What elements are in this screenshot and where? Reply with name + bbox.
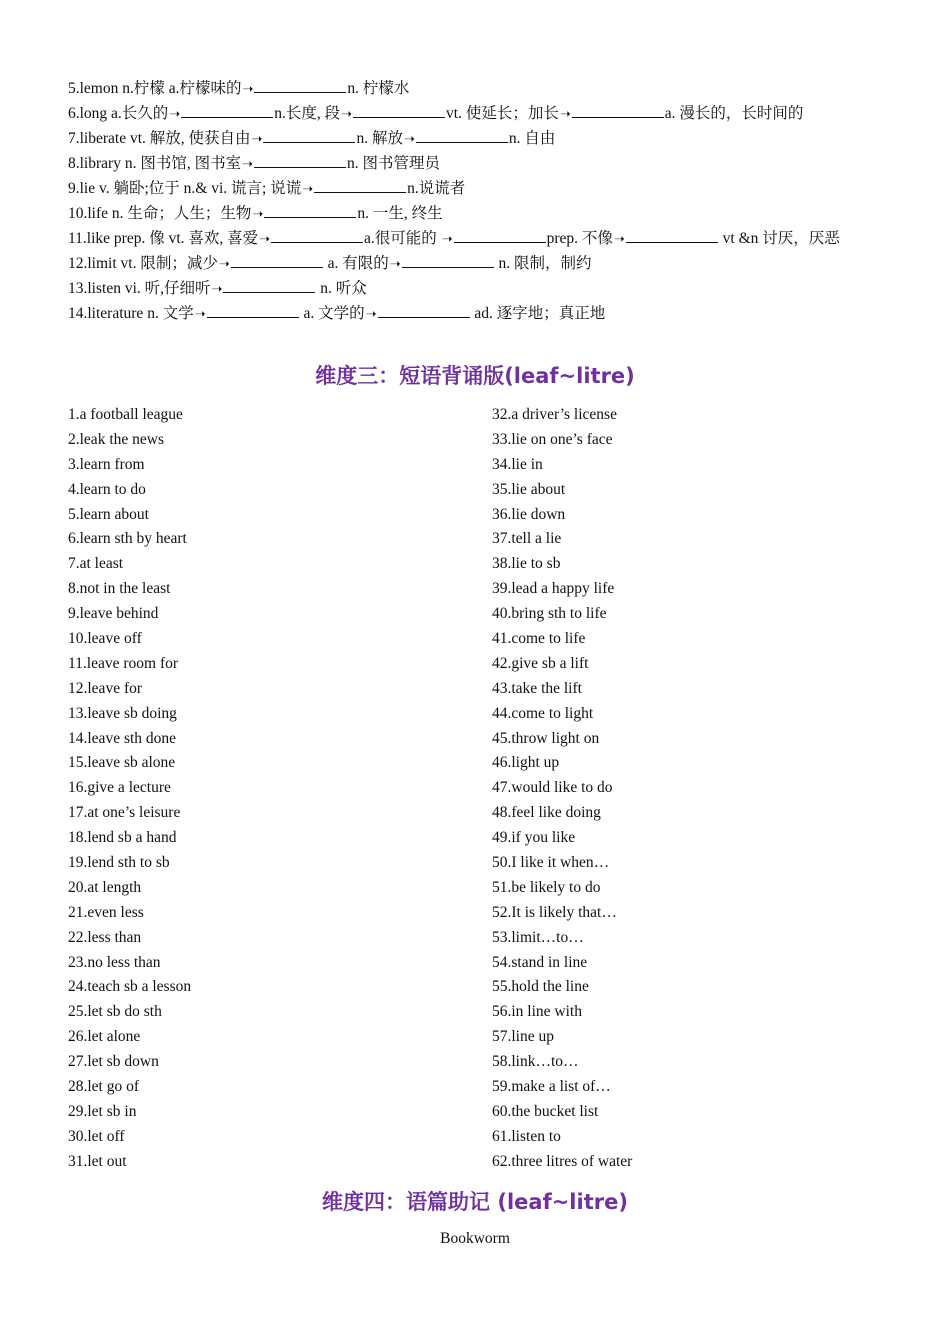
arrow-icon: ➝ — [218, 256, 230, 271]
arrow-icon: ➝ — [194, 306, 206, 321]
phrase-item: 1.a football league — [68, 406, 183, 423]
fill-in-blank[interactable] — [254, 78, 346, 93]
phrase-item: 18.lend sb a hand — [68, 829, 177, 847]
phrase-item: 19.lend sth to sb — [68, 854, 170, 872]
vocab-text: a. 文学的 — [299, 305, 365, 322]
phrase-item: 59.make a list of… — [492, 1078, 611, 1096]
phrase-item: 57.line up — [492, 1028, 554, 1046]
phrase-item: 4.learn to do — [68, 480, 146, 498]
phrase-item: 51.be likely to do — [492, 878, 601, 896]
phrase-item: 7.at least — [68, 555, 124, 573]
arrow-icon: ➝ — [169, 106, 181, 121]
fill-in-blank[interactable] — [378, 303, 470, 318]
vocab-line — [68, 201, 888, 226]
vocabulary-list — [68, 76, 888, 326]
vocab-text: n. 限制，制约 — [494, 255, 592, 272]
phrase-item: 26.let alone — [68, 1028, 141, 1046]
vocab-text: n. 自由 — [508, 130, 556, 147]
phrase-item: 13.leave sb doing — [68, 704, 177, 722]
vocab-text: 11.like prep. 像 vt. 喜欢, 喜爱 — [68, 230, 259, 247]
vocab-text: 9.lie v. 躺卧;位于 n.& vi. 谎言; 说谎 — [68, 180, 302, 197]
fill-in-blank[interactable] — [353, 103, 445, 118]
vocab-line — [68, 76, 888, 101]
phrase-item: 49.if you like — [492, 829, 576, 847]
section-heading-3: 维度三：短语背诵版(leaf~litre) — [315, 364, 635, 388]
phrase-item: 14.leave sth done — [68, 729, 177, 747]
fill-in-blank[interactable] — [314, 178, 406, 193]
phrase-item: 11.leave room for — [68, 654, 179, 672]
arrow-icon: ➝ — [259, 231, 271, 246]
phrase-item: 15.leave sb alone — [68, 754, 176, 772]
vocab-text: 7.liberate vt. 解放, 使获自由 — [68, 130, 251, 147]
phrase-item: 6.learn sth by heart — [68, 530, 187, 548]
vocab-text: a.很可能的 — [364, 230, 441, 247]
phrase-item: 39.lead a happy life — [492, 580, 615, 598]
vocab-text: a. 有限的 — [323, 255, 389, 272]
phrase-item: 10.leave off — [68, 630, 142, 648]
phrase-item: 53.limit…to… — [492, 928, 584, 946]
phrase-item: 12.leave for — [68, 679, 143, 697]
vocab-line — [68, 176, 888, 201]
arrow-icon: ➝ — [251, 131, 263, 146]
phrase-item: 50.I like it when… — [492, 854, 610, 872]
phrase-item: 8.not in the least — [68, 580, 171, 598]
phrase-item: 61.listen to — [492, 1127, 561, 1145]
vocab-text: 12.limit vt. 限制；减少 — [68, 255, 218, 272]
vocab-text: ad. 逐字地；真正地 — [470, 305, 606, 322]
section-heading-4: 维度四：语篇助记 (leaf~litre) — [322, 1190, 628, 1214]
vocab-line — [68, 126, 888, 151]
vocab-text: n.说谎者 — [407, 180, 466, 197]
fill-in-blank[interactable] — [416, 128, 508, 143]
phrase-item: 40.bring sth to life — [492, 605, 607, 623]
phrase-item: 36.lie down — [492, 505, 566, 523]
phrase-item: 45.throw light on — [492, 729, 600, 747]
fill-in-blank[interactable] — [231, 253, 323, 268]
phrase-item: 52.It is likely that… — [492, 903, 617, 921]
phrase-item: 47.would like to do — [492, 779, 613, 797]
phrase-item: 34.lie in — [492, 455, 543, 473]
phrase-item: 31.let out — [68, 1152, 127, 1170]
vocab-line — [68, 151, 888, 176]
phrase-item: 9.leave behind — [68, 605, 159, 623]
phrase-item: 43.take the lift — [492, 679, 582, 697]
vocab-text: a. 漫长的，长时间的 — [664, 105, 804, 122]
phrase-item: 37.tell a lie — [492, 530, 562, 548]
phrase-item: 42.give sb a lift — [492, 654, 589, 672]
vocab-line — [68, 251, 888, 276]
vocab-text: n. 一生, 终生 — [357, 205, 443, 222]
fill-in-blank[interactable] — [454, 228, 546, 243]
phrase-item: 41.come to life — [492, 630, 586, 648]
arrow-icon: ➝ — [211, 281, 223, 296]
fill-in-blank[interactable] — [181, 103, 273, 118]
arrow-icon: ➝ — [365, 306, 377, 321]
phrase-item: 28.let go of — [68, 1078, 140, 1096]
phrase-item: 21.even less — [68, 903, 144, 921]
fill-in-blank[interactable] — [264, 203, 356, 218]
phrase-item: 38.lie to sb — [492, 555, 561, 573]
vocab-text: vt. 使延长；加长 — [446, 105, 559, 122]
arrow-icon: ➝ — [559, 106, 571, 121]
fill-in-blank[interactable] — [254, 153, 346, 168]
phrase-item: 29.let sb in — [68, 1102, 137, 1120]
phrase-item: 22.less than — [68, 928, 142, 946]
phrase-item: 23.no less than — [68, 953, 161, 971]
phrase-item: 3.learn from — [68, 455, 145, 473]
vocab-line — [68, 226, 888, 251]
phrase-item: 54.stand in line — [492, 953, 588, 971]
vocab-text: prep. 不像 — [546, 230, 613, 247]
arrow-icon: ➝ — [252, 206, 264, 221]
fill-in-blank[interactable] — [207, 303, 299, 318]
arrow-icon: ➝ — [242, 81, 254, 96]
phrase-item: 58.link…to… — [492, 1053, 579, 1071]
vocab-text: vt &n 讨厌，厌恶 — [718, 230, 840, 247]
phrase-item: 62.three litres of water — [492, 1152, 633, 1170]
phrase-item: 17.at one’s leisure — [68, 804, 181, 822]
fill-in-blank[interactable] — [223, 278, 315, 293]
phrase-item: 33.lie on one’s face — [492, 430, 613, 448]
phrase-item: 56.in line with — [492, 1003, 582, 1021]
fill-in-blank[interactable] — [263, 128, 355, 143]
phrase-item: 20.at length — [68, 878, 142, 896]
phrase-item: 5.learn about — [68, 505, 149, 523]
phrase-item: 46.light up — [492, 754, 560, 772]
vocab-text: n.长度, 段 — [274, 105, 341, 122]
fill-in-blank[interactable] — [271, 228, 363, 243]
vocab-text: 8.library n. 图书馆, 图书室 — [68, 155, 242, 172]
arrow-icon: ➝ — [441, 231, 453, 246]
phrase-item: 25.let sb do sth — [68, 1003, 162, 1021]
arrow-icon: ➝ — [242, 156, 253, 171]
phrase-item: 30.let off — [68, 1127, 125, 1145]
fill-in-blank[interactable] — [572, 103, 664, 118]
arrow-icon: ➝ — [302, 181, 314, 196]
vocab-text: 5.lemon n.柠檬 a.柠檬味的 — [68, 80, 242, 97]
phrase-item: 24.teach sb a lesson — [68, 978, 192, 996]
phrase-item: 35.lie about — [492, 480, 566, 498]
vocab-text: 10.life n. 生命；人生；生物 — [68, 205, 252, 222]
phrase-item: 16.give a lecture — [68, 779, 171, 797]
vocab-text: n. 柠檬水 — [347, 80, 410, 97]
arrow-icon: ➝ — [341, 106, 353, 121]
vocab-text: n. 解放 — [356, 130, 403, 147]
vocab-text: 13.listen vi. 听,仔细听 — [68, 280, 211, 297]
vocab-line — [68, 101, 888, 126]
vocab-text: 6.long a.长久的 — [68, 105, 169, 122]
vocab-line — [68, 276, 888, 301]
phrase-item: 55.hold the line — [492, 978, 589, 996]
phrase-item: 2.leak the news — [68, 430, 164, 448]
vocab-line — [68, 301, 888, 326]
phrase-item: 60.the bucket list — [492, 1102, 599, 1120]
arrow-icon: ➝ — [403, 131, 415, 146]
phrase-item: 48.feel like doing — [492, 804, 601, 822]
fill-in-blank[interactable] — [626, 228, 718, 243]
vocab-text: n. 听众 — [316, 280, 367, 297]
phrase-column-left — [68, 403, 468, 1175]
phrase-item: 32.a driver’s license — [492, 406, 617, 423]
fill-in-blank[interactable] — [402, 253, 494, 268]
vocab-text: n. 图书管理员 — [346, 155, 440, 172]
phrase-item: 27.let sb down — [68, 1053, 159, 1071]
phrase-item: 44.come to light — [492, 704, 594, 722]
passage-title: Bookworm — [440, 1230, 510, 1247]
phrase-column-right — [492, 403, 892, 1175]
arrow-icon: ➝ — [613, 231, 625, 246]
arrow-icon: ➝ — [389, 256, 401, 271]
vocab-text: 14.literature n. 文学 — [68, 305, 194, 322]
